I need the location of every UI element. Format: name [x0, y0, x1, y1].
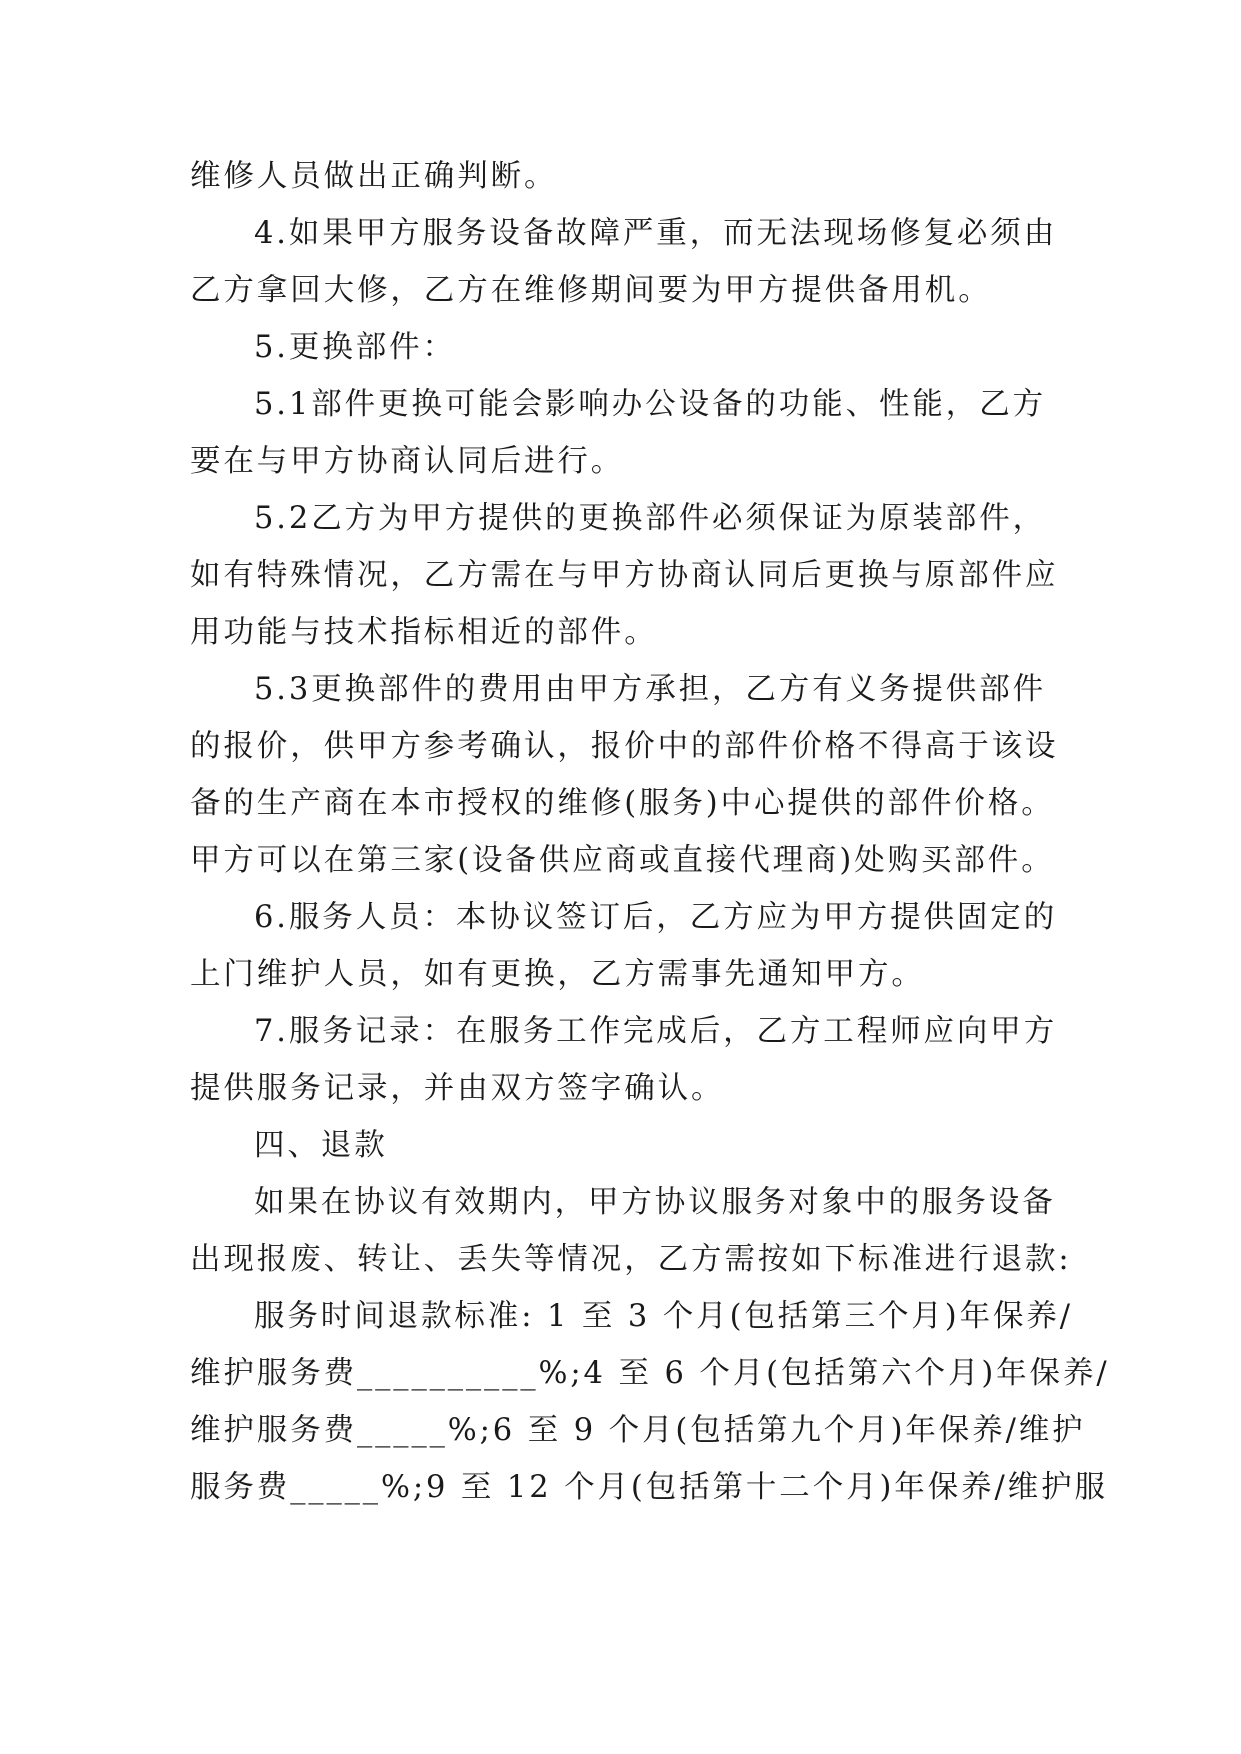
text-line: 5.2乙方为甲方提供的更换部件必须保证为原装部件，: [254, 501, 1047, 536]
text-line: 要在与甲方协商认同后进行。: [190, 444, 625, 479]
text-line: 维护服务费__________%;4 至 6 个月(包括第六个月)年保养/: [190, 1356, 1110, 1391]
text-line: 维修人员做出正确判断。: [190, 159, 558, 194]
text-line: 如果在协议有效期内，甲方协议服务对象中的服务设备: [254, 1185, 1056, 1220]
text-line: 5.更换部件：: [254, 330, 456, 365]
text-line: 提供服务记录，并由双方签字确认。: [190, 1071, 725, 1106]
text-line: 用功能与技术指标相近的部件。: [190, 615, 658, 650]
text-line: 服务时间退款标准: 1 至 3 个月(包括第三个月)年保养/: [254, 1299, 1073, 1334]
text-line: 服务费_____%;9 至 12 个月(包括第十二个月)年保养/维护服: [190, 1470, 1108, 1505]
text-line: 备的生产商在本市授权的维修(服务)中心提供的部件价格。: [190, 786, 1055, 821]
text-line: 上门维护人员，如有更换，乙方需事先通知甲方。: [190, 957, 925, 992]
text-line: 甲方可以在第三家(设备供应商或直接代理商)处购买部件。: [190, 843, 1055, 878]
text-line: 7.服务记录：在服务工作完成后，乙方工程师应向甲方: [254, 1014, 1058, 1049]
text-line: 维护服务费_____%;6 至 9 个月(包括第九个月)年保养/维护: [190, 1413, 1086, 1448]
text-line: 的报价，供甲方参考确认，报价中的部件价格不得高于该设: [190, 729, 1059, 764]
text-line: 5.1部件更换可能会影响办公设备的功能、性能，乙方: [254, 387, 1047, 422]
text-line: 5.3更换部件的费用由甲方承担，乙方有义务提供部件: [254, 672, 1047, 707]
section-heading: 四、退款: [254, 1128, 388, 1163]
text-line: 4.如果甲方服务设备故障严重，而无法现场修复必须由: [254, 216, 1058, 251]
text-line: 如有特殊情况，乙方需在与甲方协商认同后更换与原部件应: [190, 558, 1059, 593]
text-line: 乙方拿回大修，乙方在维修期间要为甲方提供备用机。: [190, 273, 992, 308]
text-line: 出现报废、转让、丢失等情况，乙方需按如下标准进行退款:: [190, 1242, 1072, 1277]
text-line: 6.服务人员：本协议签订后，乙方应为甲方提供固定的: [254, 900, 1058, 935]
